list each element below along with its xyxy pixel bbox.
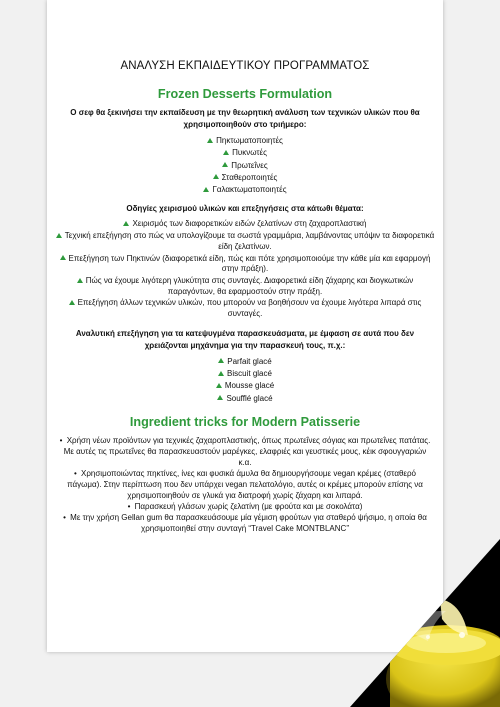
guidelines-list [55, 219, 435, 319]
triangle-bullet-icon [203, 187, 209, 192]
triangle-bullet-icon [213, 174, 219, 179]
ingredient-paragraph: • Χρήση νέων προϊόντων για τεχνικές ζαχαροπλαστικής, όπως πρωτεΐνες σόγιας και πρωτεΐνες πατάτας. Με αυτές τις πρωτεΐνες θα παρασκευαστούν μαρέγκες, ελαφριές και γευστικές μους, κέικ σφουγγαριών κ.α. [59, 436, 431, 467]
triangle-bullet-icon [218, 358, 224, 363]
list-item: Πώς να έχουμε λιγότερη γλυκύτητα στις συνταγές. Διαφορετικά είδη ζάχαρης και διογκωτικών παραγόντων, θα εφαρμοστούν στην πράξη. [55, 276, 435, 297]
list-item: Σταθεροποιητές [47, 172, 443, 184]
list-item: Πηκτωματοποιητές [47, 135, 443, 147]
triangle-bullet-icon [218, 371, 224, 376]
bullet-dot-icon: • [59, 436, 63, 445]
desserts-list [47, 356, 443, 405]
document-content [47, 60, 443, 534]
triangle-bullet-icon [123, 221, 129, 226]
page-title: ΑΝΑΛΥΣΗ ΕΚΠΑΙΔΕΥΤΙΚΟΥ ΠΡΟΓΡΑΜΜΑΤΟΣ [120, 60, 370, 72]
list-item: Biscuit glacé [47, 368, 443, 380]
list-item: Parfait glacé [47, 356, 443, 368]
list-item: Πυκνωτές [47, 147, 443, 159]
bullet-dot-icon: • [63, 513, 66, 522]
list-item: Πρωτεΐνες [47, 160, 443, 172]
triangle-bullet-icon [77, 278, 83, 283]
triangle-bullet-icon [207, 138, 213, 143]
list-item: Επεξήγηση των Πηκτινών (διαφορετικά είδη, πώς και πότε χρησιμοποιούμε την κάθε μία και εφαρμογή στην πράξη). [55, 254, 435, 275]
section-title-ingredient-tricks: Ingredient tricks for Modern Patisserie [129, 415, 361, 429]
section-title-frozen-desserts: Frozen Desserts Formulation [157, 87, 333, 101]
ingredient-paragraph: • Παρασκευή γλάσων χωρίς ζελατίνη (με φρούτα και με σοκολάτα) [127, 502, 363, 511]
materials-list [47, 135, 443, 196]
triangle-bullet-icon [216, 383, 222, 388]
list-item: Τεχνική επεξήγηση στο πώς να υπολογίζουμε τα σωστά γραμμάρια, λαμβάνοντας υπόψιν τα διαφορετικά είδη ζελατίνων. [55, 231, 435, 252]
list-item: Soufflé glacé [47, 393, 443, 405]
bullet-dot-icon: • [73, 469, 77, 478]
ingredient-paragraph: • Με την χρήση Gellan gum θα παρασκευάσουμε μία γέμιση φρούτων για σταθερό ψήσιμο, η οποία θα χρησιμοποιηθεί στην συνταγή “Travel Cake MONTBLANC” [63, 513, 427, 533]
triangle-bullet-icon [222, 162, 228, 167]
list-item: Mousse glacé [47, 380, 443, 392]
dessert-photo-corner [350, 539, 500, 707]
intro-paragraph: Ο σεφ θα ξεκινήσει την εκπαίδευση με την θεωρητική ανάλυση των τεχνικών υλικών που θα χρησιμοποιηθούν στο τριήμερο: [70, 108, 420, 129]
analysis-heading: Αναλυτική επεξήγηση για τα κατεψυγμένα παρασκευάσματα, με έμφαση σε αυτά που δεν χρειάζονται μηχάνημα για την παρασκευή τους, π.χ.: [75, 328, 415, 350]
list-item: Γαλακτωματοποιητές [47, 184, 443, 196]
list-item: Χειρισμός των διαφορετικών ειδών ζελατίνων στη ζαχαροπλαστική [55, 219, 435, 230]
guidelines-heading: Οδηγίες χειρισμού υλικών και επεξηγήσεις στα κάτωθι θέματα: [126, 204, 364, 214]
bullet-dot-icon: • [127, 502, 131, 511]
triangle-bullet-icon [56, 233, 62, 238]
triangle-bullet-icon [60, 255, 66, 260]
ingredient-paragraph: • Χρησιμοποιώντας πηκτίνες, ίνες και φυσικά άμυλα θα δημιουργήσουμε vegan κρέμες (σταθερό πάγωμα). Στην περίπτωση που δεν υπάρχει vegan πελατολόγιο, αυτές οι κρέμες μπορούν επίσης να χρησιμοποιηθούν σε γλυκά για διατροφή χωρίς ζάχαρη και λιπαρά. [67, 469, 423, 500]
triangle-bullet-icon [217, 395, 223, 400]
triangle-bullet-icon [223, 150, 229, 155]
list-item: Επεξήγηση άλλων τεχνικών υλικών, που μπορούν να βοηθήσουν να έχουμε λιγότερα λιπαρά στις συνταγές. [55, 298, 435, 319]
triangle-bullet-icon [69, 300, 75, 305]
